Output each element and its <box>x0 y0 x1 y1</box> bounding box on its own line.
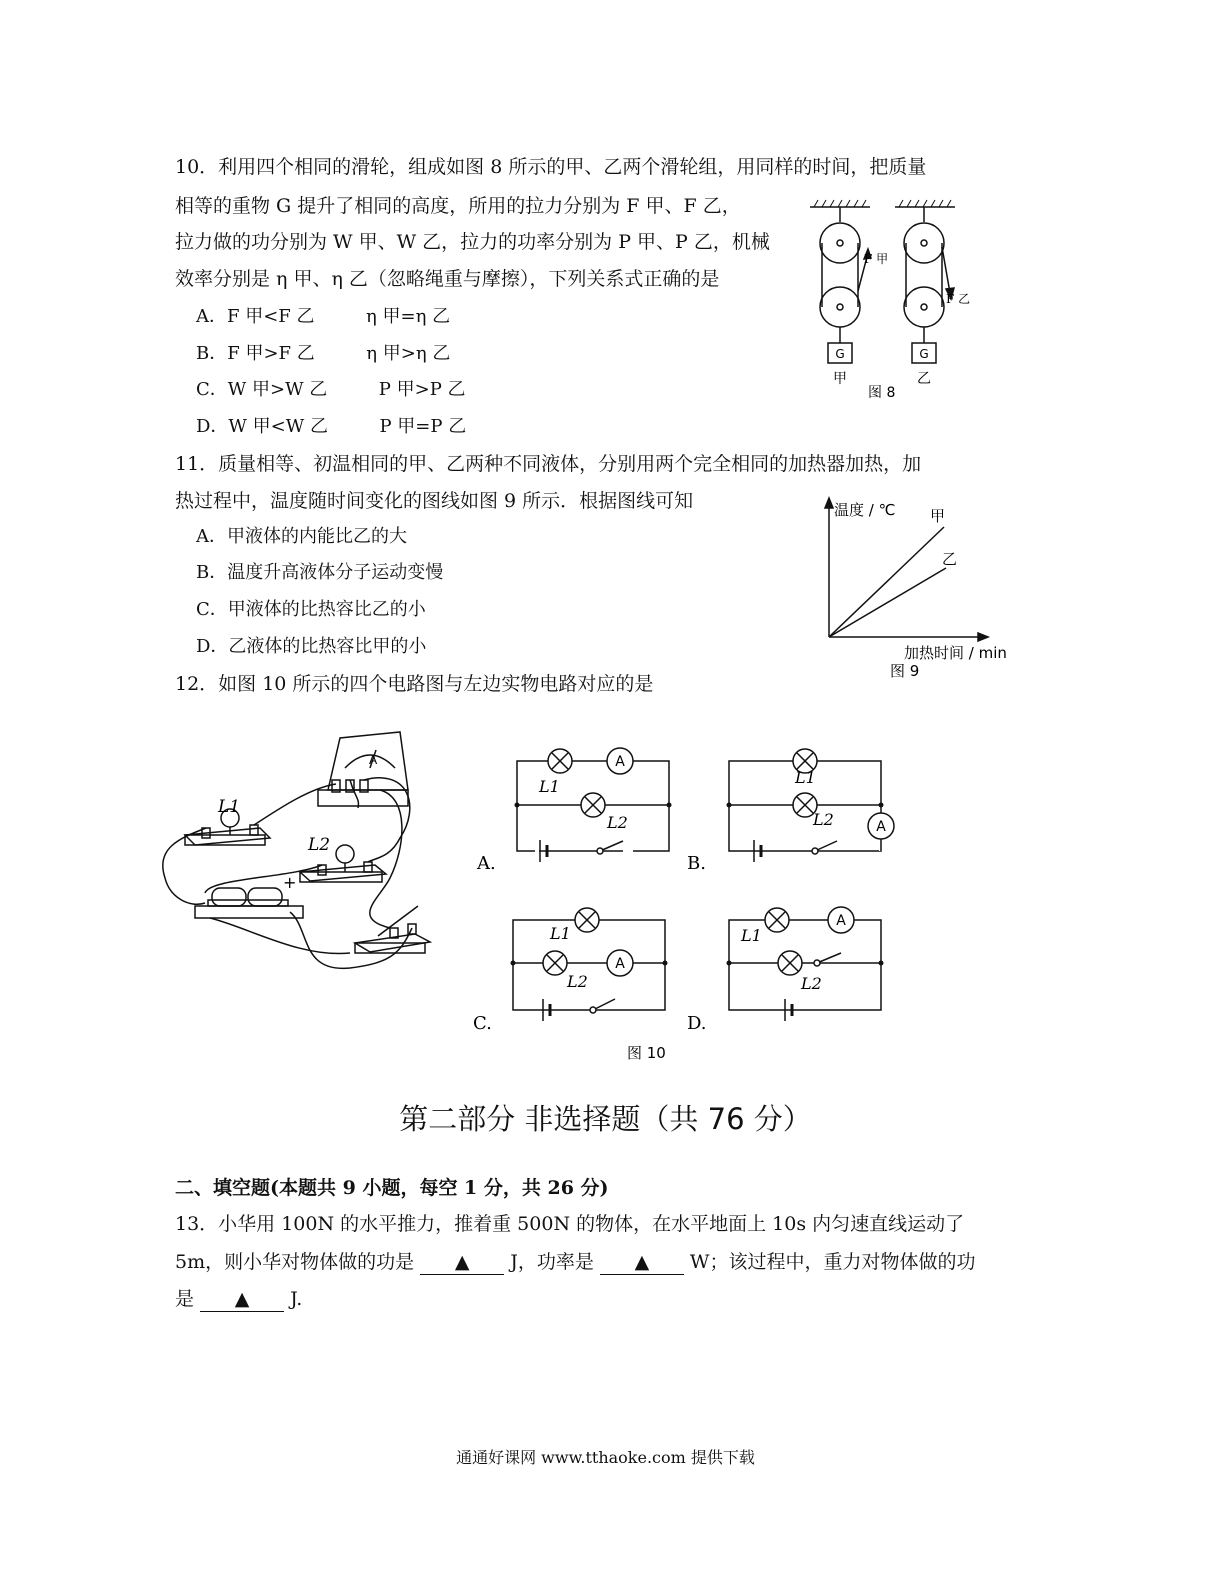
q13-text-b: J，功率是 <box>510 1251 594 1273</box>
q11-line-1: 11．质量相等、初温相同的甲、乙两种不同液体，分别用两个完全相同的加热器加热，加 <box>175 453 922 475</box>
c-l1-label: L1 <box>550 924 571 943</box>
q10-line-4: 效率分别是 η 甲、η 乙（忽略绳重与摩擦），下列关系式正确的是 <box>175 268 720 290</box>
q11-option-d: D．乙液体的比热容比甲的小 <box>196 636 427 657</box>
q13-line-1: 13．小华用 100N 的水平推力，推着重 500N 的物体，在水平地面上 10s 内匀速直线运动了 <box>175 1213 965 1235</box>
bulb-l2-label: L2 <box>308 835 331 855</box>
answer-blank-gravity-work[interactable]: ▲ <box>200 1287 284 1312</box>
physical-circuit <box>150 728 450 978</box>
q13-line-3 <box>175 1287 302 1312</box>
q10-option-c: C．W 甲>W 乙 P 甲>P 乙 <box>196 379 466 400</box>
x-axis-label: 加热时间 / min <box>904 644 1007 662</box>
c-l2-label: L2 <box>567 972 588 991</box>
q10-option-a: A．F 甲<F 乙 η 甲=η 乙 <box>196 306 451 327</box>
circuit-label-b: B. <box>687 853 706 874</box>
q13-text-a: 5m，则小华对物体做的功是 <box>175 1251 415 1273</box>
d-l2-label: L2 <box>801 974 822 993</box>
q10-line-3: 拉力做的功分别为 W 甲、W 乙，拉力的功率分别为 P 甲、P 乙，机械 <box>175 231 770 253</box>
force-label-yi: F 乙 <box>946 292 971 306</box>
q10-option-b: B．F 甲>F 乙 η 甲>η 乙 <box>196 343 451 364</box>
weight-label-jia: G <box>835 347 845 361</box>
b-l2-label: L2 <box>813 810 834 829</box>
circuit-label-c: C. <box>473 1013 492 1034</box>
q10-line-1: 10．利用四个相同的滑轮，组成如图 8 所示的甲、乙两个滑轮组，用同样的时间，把质量 <box>175 156 927 178</box>
line-label-yi: 乙 <box>942 550 958 568</box>
battery-plus-label: + <box>283 873 297 892</box>
q11-option-c: C．甲液体的比热容比乙的小 <box>196 599 426 620</box>
label-jia: 甲 <box>833 371 847 387</box>
d-l1-label: L1 <box>741 926 762 945</box>
ammeter-label-a: A <box>615 754 625 770</box>
figure-10-caption: 图 10 <box>627 1044 666 1062</box>
line-label-jia: 甲 <box>930 507 946 525</box>
section-heading: 二、填空题(本题共 9 小题，每空 1 分，共 26 分) <box>175 1177 609 1199</box>
footer-source: 通通好课网 www.tthaoke.com 提供下载 <box>456 1448 755 1467</box>
a-l2-label: L2 <box>607 813 628 832</box>
line-yi <box>829 568 946 637</box>
force-label-jia: F 甲 <box>864 252 889 266</box>
part-2-heading: 第二部分 非选择题（共 76 分） <box>399 1102 812 1136</box>
ammeter-label-d: A <box>836 913 846 929</box>
answer-blank-power[interactable]: ▲ <box>600 1250 684 1275</box>
figure-9-caption: 图 9 <box>890 662 920 680</box>
q11-line-2: 热过程中，温度随时间变化的图线如图 9 所示．根据图线可知 <box>175 490 694 512</box>
circuit-label-d: D. <box>687 1013 707 1034</box>
q10-line-2: 相等的重物 G 提升了相同的高度，所用的拉力分别为 F 甲、F 乙， <box>175 195 741 217</box>
label-yi: 乙 <box>917 371 931 387</box>
q11-option-b: B．温度升高液体分子运动变慢 <box>196 562 444 583</box>
circuit-diagrams <box>465 735 925 1070</box>
q13-text-c: W；该过程中，重力对物体做的功 <box>689 1251 976 1273</box>
q13-text-d: 是 <box>175 1288 195 1310</box>
ammeter-label-c: A <box>615 956 625 972</box>
bulb-l1-label: L1 <box>218 797 241 817</box>
ammeter-label-b: A <box>876 819 886 835</box>
q11-option-a: A．甲液体的内能比乙的大 <box>196 526 407 547</box>
answer-blank-work[interactable]: ▲ <box>420 1250 504 1275</box>
figure-8-pulleys <box>800 195 990 405</box>
circuit-label-a: A. <box>477 853 496 874</box>
y-axis-label: 温度 / ℃ <box>834 501 896 519</box>
line-jia <box>829 527 944 637</box>
a-l1-label: L1 <box>539 777 560 796</box>
q10-option-d: D．W 甲<W 乙 P 甲=P 乙 <box>196 416 467 437</box>
figure-8-caption: 图 8 <box>868 385 896 401</box>
q13-line-2 <box>175 1250 975 1275</box>
figure-9-graph <box>812 495 1032 685</box>
weight-label-yi: G <box>919 347 929 361</box>
q13-text-e: J. <box>290 1288 303 1310</box>
b-l1-label: L1 <box>795 768 816 787</box>
q12-line: 12．如图 10 所示的四个电路图与左边实物电路对应的是 <box>175 673 654 695</box>
ammeter-label: A <box>369 753 378 767</box>
